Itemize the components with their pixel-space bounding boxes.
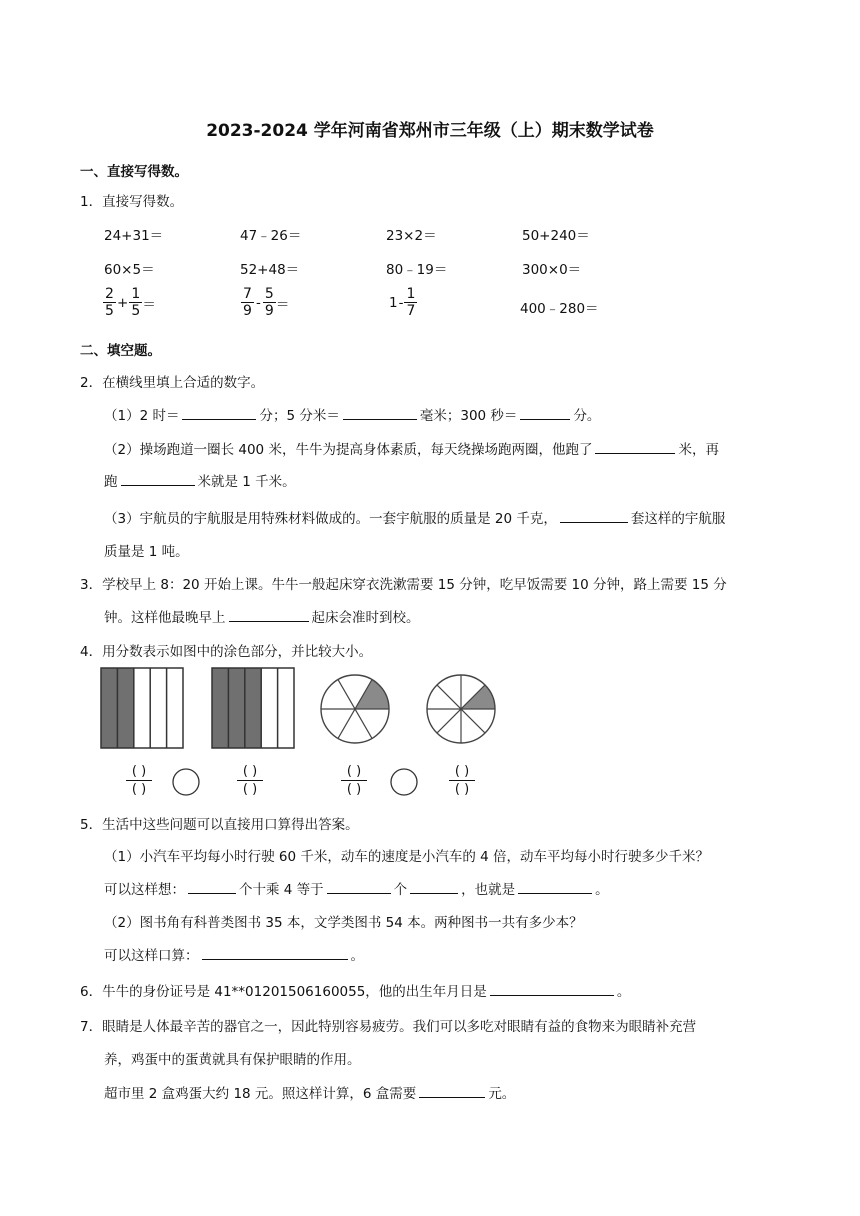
text: 。 xyxy=(595,882,609,898)
question-4-label: 4．用分数表示如图中的涂色部分，并比较大小。 xyxy=(80,644,373,660)
question-3-line-1: 3．学校早上 8：20 开始上课。牛牛一般起床穿衣洗漱需要 15 分钟，吃早饭需要 10 分钟，路上需要 15 分 xyxy=(80,577,727,593)
calc-item: 60×5＝ xyxy=(104,262,155,278)
bar-model-b xyxy=(212,668,294,748)
text: （3）宇航员的宇航服是用特殊材料做成的。一套宇航服的质量是 20 千克， xyxy=(104,511,557,527)
answer-blank[interactable] xyxy=(419,1083,485,1098)
fraction: $\frac{1}{5}$ xyxy=(129,286,142,319)
answer-blank[interactable] xyxy=(595,439,675,454)
calc-item: 23×2＝ xyxy=(386,228,437,244)
answer-blank[interactable] xyxy=(202,945,348,960)
circle-model-b xyxy=(427,675,495,743)
circle-model-a xyxy=(321,675,389,743)
operator: - xyxy=(398,294,404,311)
fraction-calc-1 xyxy=(103,286,156,319)
answer-blank[interactable] xyxy=(560,508,628,523)
text: ，也就是 xyxy=(461,882,516,898)
question-2-part-2-line-1 xyxy=(104,438,719,458)
question-5-label: 5．生活中这些问题可以直接用口算得出答案。 xyxy=(80,817,359,833)
fraction-answer-blank[interactable]: ( ) ( ) xyxy=(341,764,367,797)
equals-sign: ＝ xyxy=(142,296,156,313)
fraction: $\frac{5}{9}$ xyxy=(263,286,276,319)
calc-item: 52+48＝ xyxy=(240,262,300,278)
calc-item: 50+240＝ xyxy=(522,228,590,244)
calc-item: 300×0＝ xyxy=(522,262,582,278)
compare-circle[interactable] xyxy=(391,769,417,795)
question-2-label: 2．在横线里填上合适的数字。 xyxy=(80,375,265,391)
answer-blank[interactable] xyxy=(229,607,309,622)
answer-blank[interactable] xyxy=(343,405,417,420)
fraction-answer-blank[interactable]: ( ) ( ) xyxy=(237,764,263,797)
answer-blank[interactable] xyxy=(121,471,195,486)
text: 6．牛牛的身份证号是 41**01201506160055，他的出生年月日是 xyxy=(80,984,487,1000)
text: （2）操场跑道一圈长 400 米，牛牛为提高身体素质，每天绕操场跑两圈，他跑了 xyxy=(104,442,593,458)
whole-number: 1 xyxy=(389,294,398,311)
text: 米就是 1 千米。 xyxy=(197,474,296,490)
section-heading-1: 一、直接写得数。 xyxy=(80,164,188,180)
section-heading-2: 二、填空题。 xyxy=(80,343,161,359)
answer-blank[interactable] xyxy=(182,405,256,420)
question-6 xyxy=(80,980,630,1000)
text: 毫米；300 秒＝ xyxy=(419,408,518,424)
page-title: 2023-2024 学年河南省郑州市三年级（上）期末数学试卷 xyxy=(206,121,654,141)
question-5-part-2-question: （2）图书角有科普类图书 35 本，文学类图书 54 本。两种图书一共有多少本？ xyxy=(104,915,583,931)
text: 套这样的宇航服 xyxy=(630,511,726,527)
text: 。 xyxy=(350,948,364,964)
text: 分；5 分米＝ xyxy=(259,408,340,424)
question-2-part-1 xyxy=(104,404,600,424)
question-7-line-3 xyxy=(104,1082,515,1102)
text: 个 xyxy=(393,882,408,898)
question-3-line-2 xyxy=(104,606,420,626)
calc-item: 400﹣280＝ xyxy=(520,301,599,317)
text: 钟。这样他最晚早上 xyxy=(104,610,226,626)
fraction-calc-3 xyxy=(389,286,417,319)
operator: - xyxy=(256,294,261,311)
answer-blank[interactable] xyxy=(327,879,391,894)
text: （1）2 时＝ xyxy=(104,408,180,424)
question-1-label: 1．直接写得数。 xyxy=(80,194,184,210)
question-7-line-1: 7．眼睛是人体最辛苦的器官之一，因此特别容易疲劳。我们可以多吃对眼睛有益的食物来为眼睛补充营 xyxy=(80,1019,697,1035)
fraction: $\frac{1}{7}$ xyxy=(404,286,417,319)
calc-item: 24+31＝ xyxy=(104,228,164,244)
question-5-part-1-think xyxy=(104,878,609,898)
fraction-answer-blank[interactable]: ( ) ( ) xyxy=(449,764,475,797)
text: 个十乘 4 等于 xyxy=(239,882,324,898)
question-2-part-2-line-2 xyxy=(104,470,296,490)
question-2-part-3-line-1 xyxy=(104,507,725,527)
equals-sign: ＝ xyxy=(275,296,290,313)
answer-blank[interactable] xyxy=(490,981,614,996)
fraction-calc-2 xyxy=(241,286,289,319)
answer-blank[interactable] xyxy=(410,879,458,894)
answer-blank[interactable] xyxy=(518,879,592,894)
question-5-part-2-calc xyxy=(104,944,364,964)
bar-model-a xyxy=(101,668,183,748)
operator: + xyxy=(117,294,129,311)
text: 米，再 xyxy=(678,442,719,458)
question-5-part-1-question: （1）小汽车平均每小时行驶 60 千米，动车的速度是小汽车的 4 倍，动车平均每小时行驶多少千米？ xyxy=(104,849,710,865)
answer-blank[interactable] xyxy=(188,879,236,894)
question-2-part-3-line-2: 质量是 1 吨。 xyxy=(104,544,189,560)
text: 可以这样口算： xyxy=(104,948,199,964)
text: 分。 xyxy=(573,408,601,424)
text: 起床会准时到校。 xyxy=(311,610,420,626)
fraction: $\frac{2}{5}$ xyxy=(103,286,116,319)
fraction: $\frac{7}{9}$ xyxy=(241,286,254,319)
text: 跑 xyxy=(104,474,118,490)
fraction-answer-blank[interactable]: ( ) ( ) xyxy=(126,764,152,797)
calc-item: 80﹣19＝ xyxy=(386,262,448,278)
text: 。 xyxy=(616,984,631,1000)
text: 可以这样想： xyxy=(104,882,185,898)
text: 元。 xyxy=(488,1086,516,1102)
question-7-line-2: 养，鸡蛋中的蛋黄就具有保护眼睛的作用。 xyxy=(104,1052,361,1068)
answer-blank[interactable] xyxy=(520,405,570,420)
compare-circle[interactable] xyxy=(173,769,199,795)
text: 超市里 2 盒鸡蛋大约 18 元。照这样计算，6 盒需要 xyxy=(104,1086,417,1102)
calc-item: 47﹣26＝ xyxy=(240,228,302,244)
